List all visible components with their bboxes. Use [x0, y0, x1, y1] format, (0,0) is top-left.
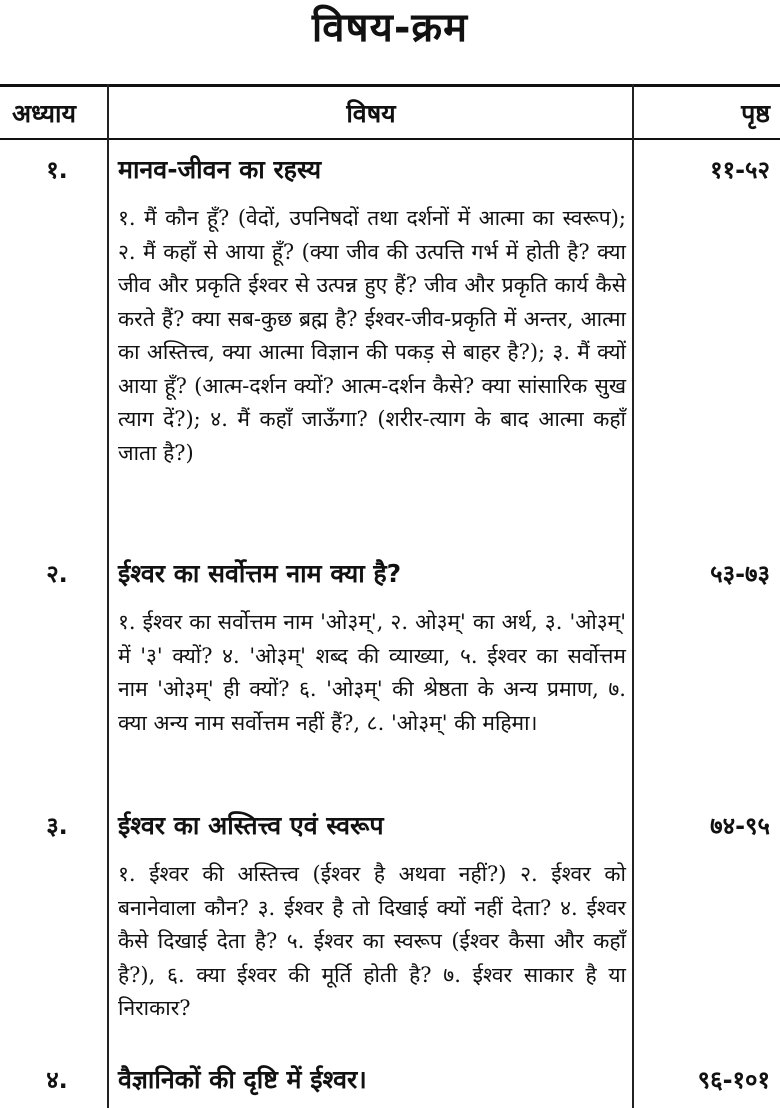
chapter-page-range: ७४-९५	[710, 812, 770, 840]
chapter-title[interactable]: वैज्ञानिकों की दृष्टि में ईश्वर।	[118, 1065, 367, 1094]
header-page: पृष्ठ	[741, 99, 770, 128]
column-divider-right	[632, 84, 634, 1108]
chapter-page-range: ५३-७३	[710, 560, 770, 588]
column-divider-left	[107, 84, 109, 1108]
page-title: विषय-क्रम	[311, 5, 469, 51]
table-of-contents	[0, 84, 780, 1108]
chapter-page-range: ९६-१०१	[697, 1066, 770, 1094]
chapter-number: १.	[46, 156, 68, 184]
chapter-description: १. ईश्वर का सर्वोत्तम नाम 'ओ३म्', २. ओ३म्' का अर्थ, ३. 'ओ३म्' में '३' क्यों? ४. 'ओ३म्' शब्द की व्याख्या, ५. ईश्वर का सर्वोत्तम नाम 'ओ३म्' ही क्यों? ६. 'ओ३म्' की श्रेष्ठता के अन्य प्रमाण, ७. क्या अन्य नाम सर्वोत्तम नहीं हैं?, ८. 'ओ३म्' की महिमा।	[118, 610, 626, 735]
header-subject: विषय	[346, 99, 396, 128]
chapter-description: १. मैं कौन हूँ? (वेदों, उपनिषदों तथा दर्शनों में आत्मा का स्वरूप); २. मैं कहाँ से आया हूँ? (क्या जीव की उत्पत्ति गर्भ में होती है? क्या जीव और प्रकृति ईश्वर से उत्पन्न हुए हैं? जीव और प्रकृति कार्य कैसे करते हैं? क्या सब-कुछ ब्रह्म है? ईश्वर-जीव-प्रकृति में अन्तर, आत्मा का अस्तित्त्व, क्या आत्मा विज्ञान की पकड़ से बाहर है?); ३. मैं क्यों आया हूँ? (आत्म-दर्शन क्यों? आत्म-दर्शन कैसे? क्या सांसारिक सुख त्याग दें?); ४. मैं कहाँ जाऊँगा? (शरीर-त्याग के बाद आत्मा कहाँ जाता है?)	[118, 206, 626, 465]
chapter-title[interactable]: मानव-जीवन का रहस्य	[118, 155, 322, 184]
chapter-title[interactable]: ईश्वर का सर्वोत्तम नाम क्या है?	[118, 559, 402, 588]
chapter-number: २.	[46, 560, 68, 588]
chapter-number: ३.	[46, 812, 68, 840]
chapter-title[interactable]: ईश्वर का अस्तित्त्व एवं स्वरूप	[118, 811, 384, 840]
header-bottom-rule	[0, 138, 780, 140]
chapter-number: ४.	[46, 1066, 68, 1094]
chapter-page-range: ११-५२	[710, 156, 770, 184]
header-chapter: अध्याय	[12, 99, 76, 128]
table-top-rule	[0, 84, 780, 87]
chapter-description: १. ईश्वर की अस्तित्त्व (ईश्वर है अथवा नहीं?) २. ईश्वर को बनानेवाला कौन? ३. ईश्वर है तो दिखाई क्यों नहीं देता? ४. ईश्वर कैसे दिखाई देता है? ५. ईश्वर का स्वरूप (ईश्वर कैसा और कहाँ है?), ६. क्या ईश्वर की मूर्ति होती है? ७. ईश्वर साकार है या निराकार?	[118, 862, 626, 1020]
